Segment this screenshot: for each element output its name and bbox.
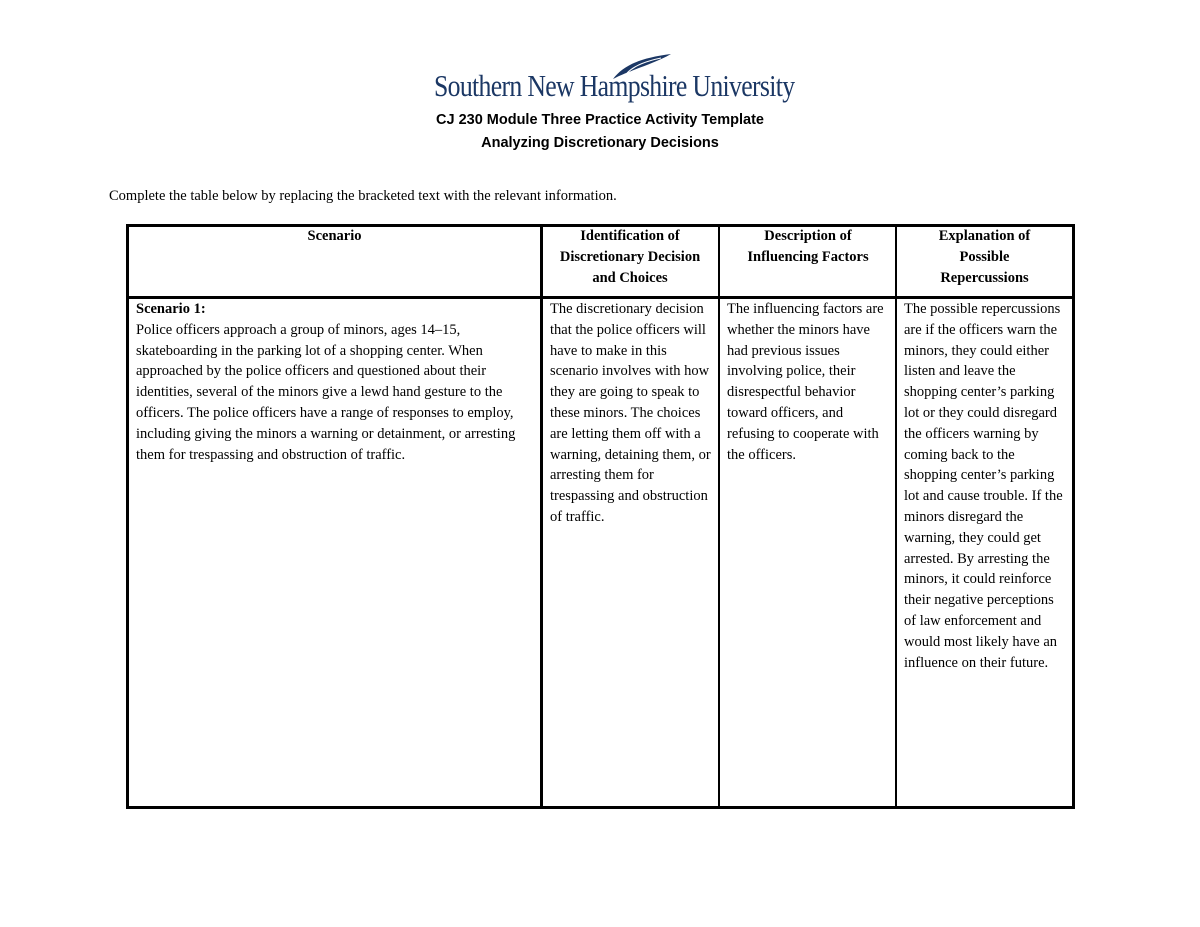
- factors-cell: The influencing factors are whether the minors have had previous issues involving police, their disrespectful behavior toward officers, and refusing to cooperate with the officers.: [727, 301, 884, 463]
- document-subtitle: Analyzing Discretionary Decisions: [481, 135, 719, 151]
- logo-wordmark: Southern New Hampshire University: [434, 68, 795, 103]
- scenario-description: Police officers approach a group of minors, ages 14–15, skateboarding in the parking lot of a shopping center. When approached by the police officers and questioned about their identities, several of the minors give a lewd hand gesture to the officers. The police officers have a range of responses to employ, including giving the minors a warning or detainment, or arresting them for trespassing and obstruction of traffic.: [136, 321, 516, 463]
- instructions-text: Complete the table below by replacing the bracketed text with the relevant information.: [109, 188, 617, 204]
- table-border-right: [1072, 224, 1075, 809]
- table-border-bottom: [126, 806, 1075, 809]
- header-factors: Description of Influencing Factors: [747, 228, 869, 265]
- document-title: CJ 230 Module Three Practice Activity Template: [436, 112, 764, 128]
- analysis-table: [126, 224, 1075, 809]
- scenario-title: Scenario 1:: [136, 301, 206, 317]
- column-divider: [540, 224, 543, 809]
- table-border-left: [126, 224, 129, 809]
- university-logo: [434, 52, 795, 108]
- scenario-cell: [136, 299, 531, 465]
- column-divider: [895, 224, 897, 809]
- header-repercussions: Explanation of Possible Repercussions: [938, 228, 1031, 286]
- header-scenario: Scenario: [307, 228, 362, 244]
- header-identification: Identification of Discretionary Decision and Choices: [559, 228, 701, 286]
- repercussions-cell: The possible repercussions are if the officers warn the minors, they could either listen and leave the shopping center’s parking lot or they could disregard the officers warning by coming back to the shopping center’s parking lot and cause trouble. If the minors disregard the warning, they could get arrested. By arresting the minors, it could reinforce their negative perceptions of law enforcement and would most likely have an influence on their future.: [904, 301, 1063, 671]
- column-divider: [718, 224, 720, 809]
- identification-cell: The discretionary decision that the police officers will have to make in this scenario involves with how they are going to speak to these minors. The choices are letting them off with a warning, detaining them, or arresting them for trespassing and obstruction of traffic.: [550, 301, 711, 525]
